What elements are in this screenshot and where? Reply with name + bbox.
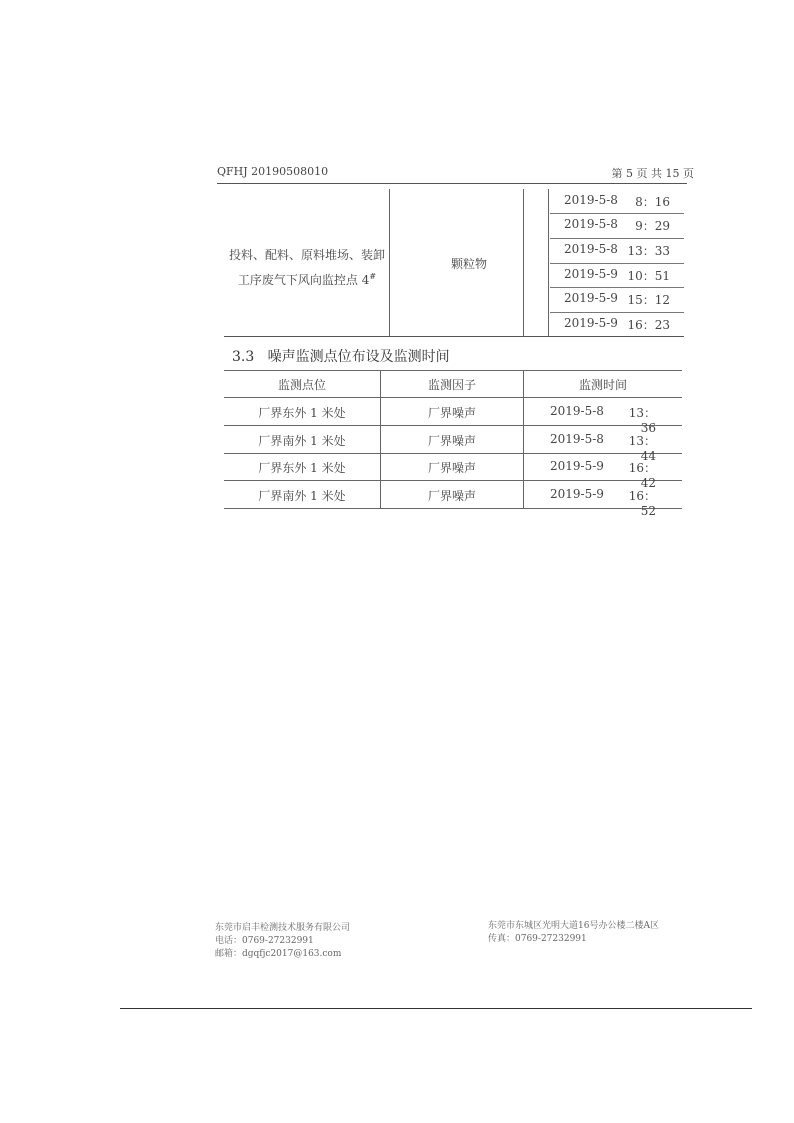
monitoring-site-cell: [228, 245, 386, 291]
footer-contact: [215, 922, 350, 961]
factor-cell: 厂界噪声: [427, 489, 476, 503]
date-cell: 2019-5-9: [550, 459, 604, 473]
fax-number: 传真：0769-27232991: [488, 934, 587, 944]
sample-date: 2019-5-9: [564, 291, 618, 305]
site-cell: 厂界东外 1 米处: [258, 461, 346, 475]
date-cell: 2019-5-8: [550, 432, 604, 446]
sample-time: 13：33: [627, 244, 670, 258]
table-bottom-rule: [224, 508, 682, 509]
table-row: [550, 238, 684, 262]
table-row: [550, 287, 684, 311]
header-divider: [224, 397, 682, 398]
site-cell: 厂界南外 1 米处: [258, 434, 346, 448]
address: 东莞市东城区光明大道16号办公楼二楼A区: [488, 921, 659, 931]
sample-time: 15：12: [627, 293, 670, 307]
table-row: [550, 213, 684, 237]
sample-date: 2019-5-8: [564, 242, 618, 256]
time-cell: 16：52: [628, 489, 656, 518]
report-number: QFHJ 20190508010: [217, 165, 329, 178]
page-indicator: 第 5 页 共 15 页: [611, 167, 694, 180]
email-address: 邮箱：dgqfjc2017@163.com: [215, 949, 342, 959]
site-cell: 厂界东外 1 米处: [258, 406, 346, 420]
factor-cell: 厂界噪声: [427, 434, 476, 448]
site-text: 投料、配料、原料堆场、装卸工序废气下风向监控点 4: [228, 248, 385, 287]
site-cell: 厂界南外 1 米处: [258, 489, 346, 503]
row-divider: [224, 480, 682, 481]
sample-time: 10：51: [627, 269, 670, 283]
header-rule: [217, 183, 687, 184]
monitoring-factor-cell: 颗粒物: [450, 257, 487, 271]
factor-cell: 厂界噪声: [427, 461, 476, 475]
sample-date: 2019-5-8: [564, 217, 618, 231]
table-row: [550, 189, 684, 213]
time-cell: 16：42: [628, 461, 656, 490]
column-header: 监测时间: [578, 378, 627, 392]
phone-number: 电话：0769-27232991: [215, 936, 314, 946]
sample-date: 2019-5-9: [564, 316, 618, 330]
column-divider: [389, 189, 390, 337]
table-top-rule: [224, 370, 682, 371]
time-cell: 13：44: [628, 434, 656, 463]
page-bottom-rule: [120, 1008, 752, 1009]
table-bottom-rule: [224, 336, 684, 337]
company-name: 东莞市启丰检测技术服务有限公司: [215, 923, 351, 933]
sample-time: 9：29: [635, 219, 670, 233]
row-divider: [224, 453, 682, 454]
column-divider: [548, 189, 549, 337]
section-heading: [232, 346, 450, 366]
column-header: 监测因子: [427, 378, 476, 392]
particulate-sampling-table: [224, 189, 684, 337]
time-cell: 13：36: [628, 406, 656, 435]
table-row: [550, 312, 684, 336]
footer-address: [488, 920, 659, 946]
site-superscript: #: [369, 272, 377, 281]
date-cell: 2019-5-8: [550, 404, 604, 418]
column-header: 监测点位: [277, 378, 326, 392]
date-cell: 2019-5-9: [550, 487, 604, 501]
section-title: 噪声监测点位布设及监测时间: [267, 349, 450, 365]
section-number: 3.3: [232, 349, 255, 365]
factor-cell: 厂界噪声: [427, 406, 476, 420]
sample-time: 8：16: [635, 195, 670, 209]
sample-date: 2019-5-8: [564, 193, 618, 207]
row-divider: [224, 425, 682, 426]
sample-time: 16：23: [627, 318, 670, 332]
sample-date: 2019-5-9: [564, 267, 618, 281]
noise-monitoring-table: [224, 370, 682, 518]
table-row: [550, 263, 684, 287]
